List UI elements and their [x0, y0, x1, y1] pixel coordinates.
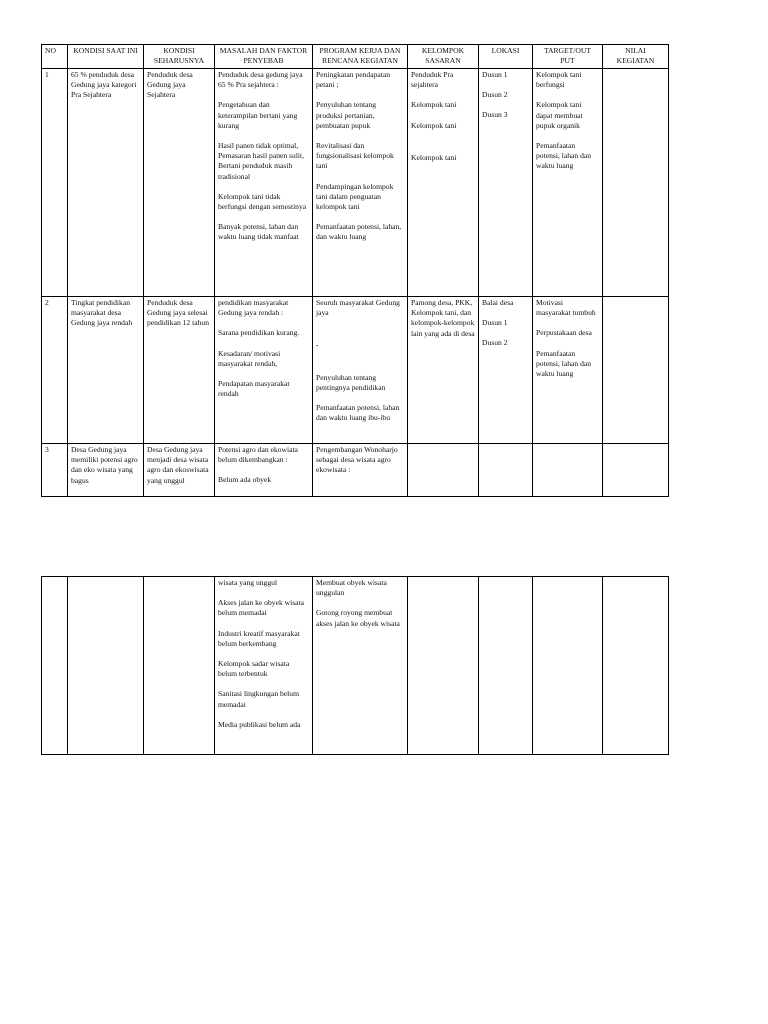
masalah-item: Pendapatan masyarakat rendah	[218, 379, 290, 399]
lokasi-item: Balai desa	[482, 298, 514, 307]
masalah-item: Sarana pendidikan kurang.	[218, 328, 300, 338]
masalah-item: Pengetahuan dan keterampilan bertani yang kurang	[218, 100, 298, 130]
cell-lokasi	[479, 444, 533, 497]
target-item: Pemanfaatan potensi, lahan dan waktu luang	[536, 141, 592, 171]
program-item: Pendampingan kelompok tani dalam penguatan kelompok tani	[316, 181, 394, 212]
program-item: Peningkatan pendapatan petani ;	[316, 70, 391, 90]
cell-kelompok	[408, 577, 479, 755]
program-item: Penyuluhan tentang pentingnya pendidikan	[316, 372, 386, 392]
lokasi-item: Dusun 3	[482, 110, 508, 120]
cell-kondisi-saat-ini	[68, 577, 144, 755]
cell-no: 1	[42, 69, 68, 297]
cell-kondisi-saat-ini: Desa Gedung jaya memiliki potensi agro dan eko wisata yang bagus	[68, 444, 144, 497]
lokasi-item: Dusun 2	[482, 90, 508, 100]
cell-kelompok	[408, 444, 479, 497]
kelompok-item: Kelompok tani	[411, 100, 457, 110]
cell-kondisi-saat-ini: 65 % penduduk desa Gedung jaya kategori Pra Sejahtera	[68, 69, 144, 297]
header-row	[42, 45, 669, 69]
cell-nilai	[603, 297, 669, 444]
kelompok-item: Kelompok tani	[411, 152, 457, 162]
lokasi-item: Dusun 1	[482, 318, 508, 328]
cell-kelompok	[408, 297, 479, 444]
cell-kondisi-seharusnya: Desa Gedung jaya menjadi desa wisata agro dan ekoswisata yang unggul	[144, 444, 215, 497]
program-item: Gotong royong membuat akses jalan ke obyek wisata	[316, 608, 400, 628]
cell-kondisi-seharusnya: Penduduk desa Gedung jaya selesai pendidikan 12 tahun	[144, 297, 215, 444]
kelompok-item: Pamong desa, PKK,	[411, 298, 473, 307]
cell-program	[313, 444, 408, 497]
program-table	[41, 44, 669, 497]
cell-masalah	[215, 577, 313, 755]
target-item: Pemanfaatan potensi, lahan dan waktu luang	[536, 348, 592, 379]
masalah-item: Hasil panen tidak optimal, Pemasaran hasil panen sulit, Bertani penduduk masih tradisional	[218, 141, 305, 181]
program-item: Seuruh masyarakat Gedung jaya	[316, 298, 400, 318]
cell-masalah	[215, 297, 313, 444]
table-row	[42, 69, 669, 297]
cell-kelompok	[408, 69, 479, 297]
cell-kondisi-seharusnya	[144, 577, 215, 755]
program-item: Membuat obyek wisata unggulan	[316, 578, 387, 598]
program-item: Revitalisasi dan fungsionalisasi kelompok tani	[316, 141, 394, 171]
lokasi-item: Dusun 1	[482, 70, 508, 79]
cell-target	[533, 297, 603, 444]
cell-lokasi	[479, 297, 533, 444]
masalah-item: Kesadaran/ motivasi masyarakat rendah,	[218, 348, 281, 368]
target-item: Kelompok tani dapat membuat pupuk organik	[536, 100, 583, 130]
cell-kondisi-saat-ini: Tingkat pendidikan masyarakat desa Gedung jaya rendah	[68, 297, 144, 444]
program-item: -	[316, 340, 319, 350]
cell-target	[533, 69, 603, 297]
program-item: Penyuluhan tentang produksi pertanian, pembuatan pupuk	[316, 100, 377, 130]
masalah-item: pendidikan masyarakat Gedung jaya rendah :	[218, 298, 289, 318]
cell-nilai	[603, 69, 669, 297]
cell-program	[313, 577, 408, 755]
header-program: PROGRAM KERJA DAN RENCANA KEGIATAN	[313, 45, 408, 69]
cell-masalah	[215, 69, 313, 297]
program-item: Pemanfaatan potensi, lahan dan waktu luang ibu-ibu	[316, 403, 400, 423]
lokasi-item: Dusun 2	[482, 338, 508, 348]
cell-no: 3	[42, 444, 68, 497]
header-no: NO	[42, 45, 68, 69]
program-item: Pemanfaatan potensi, lahan, dan waktu luang	[316, 222, 402, 242]
header-lokasi: LOKASI	[479, 45, 533, 69]
header-kondisi-seharusnya: KONDISI SEHARUSNYA	[144, 45, 215, 69]
masalah-item: Kelompok tani tidak berfungsi dengan semestinya	[218, 191, 307, 212]
cell-no	[42, 577, 68, 755]
target-item: Kelompok tani berfungsi	[536, 70, 582, 90]
masalah-item: Belum ada obyek	[218, 475, 272, 485]
masalah-item: Kelompok sadar wisata belum terbentuk	[218, 659, 290, 679]
header-masalah: MASALAH DAN FAKTOR PENYEBAB	[215, 45, 313, 69]
cell-nilai	[603, 577, 669, 755]
cell-masalah	[215, 444, 313, 497]
header-target: TARGET/OUT PUT	[533, 45, 603, 69]
header-nilai: NILAI KEGIATAN	[603, 45, 669, 69]
masalah-item: Banyak potensi, lahan dan waktu luang tidak manfaat	[218, 222, 299, 242]
table-row	[42, 577, 669, 755]
masalah-item: Potensi agro dan ekowiata belum dikembangkan :	[218, 445, 298, 465]
masalah-item: Penduduk desa gedung jaya 65 % Pra sejahtera :	[218, 70, 303, 90]
masalah-item: Akses jalan ke obyek wisata belum memadai	[218, 598, 305, 618]
target-item: Motivasi masyarakat tumbuh	[536, 298, 596, 318]
masalah-item: wisata yang unggul	[218, 578, 278, 587]
masalah-item: Industri kreatif masyarakat belum berkembang	[218, 628, 300, 648]
masalah-item: Sanitasi lingkungan belum memadai	[218, 689, 299, 709]
cell-program	[313, 297, 408, 444]
header-kelompok: KELOMPOK SASARAN	[408, 45, 479, 69]
target-item: Perpustakaan desa	[536, 328, 592, 338]
kelompok-item: Kelompok tani	[411, 120, 457, 130]
cell-lokasi	[479, 69, 533, 297]
table-row	[42, 297, 669, 444]
table-row	[42, 444, 669, 497]
cell-no: 2	[42, 297, 68, 444]
program-item: Pengembangan Wonoharjo sebagai desa wisata agro ekowisata :	[316, 445, 398, 475]
cell-kondisi-seharusnya: Penduduk desa Gedung jaya Sejahtera	[144, 69, 215, 297]
kelompok-item: Kelompok tani, dan kelompok-kelompok lain yang ada di desa	[411, 308, 475, 338]
program-table-continuation	[41, 576, 669, 755]
cell-target	[533, 444, 603, 497]
header-kondisi-saat-ini: KONDISI SAAT INI	[68, 45, 144, 69]
cell-lokasi	[479, 577, 533, 755]
masalah-item: Media publikasi belum ada	[218, 719, 301, 729]
cell-program	[313, 69, 408, 297]
kelompok-item: Penduduk Pra sejahtera	[411, 70, 454, 90]
cell-nilai	[603, 444, 669, 497]
cell-target	[533, 577, 603, 755]
